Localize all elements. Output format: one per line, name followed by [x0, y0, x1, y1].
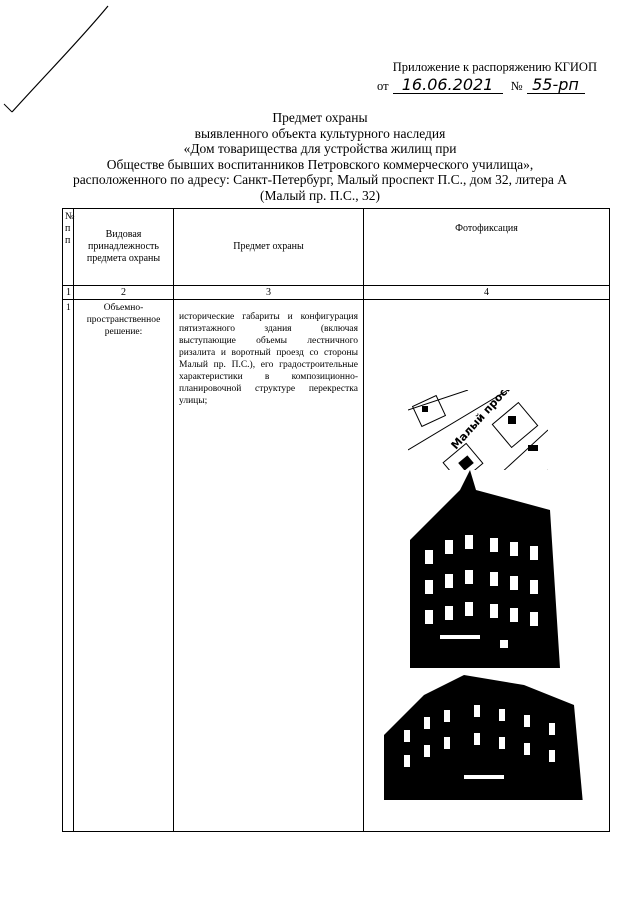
header-num: № п п	[63, 209, 74, 286]
table-row	[63, 300, 610, 832]
title-line-6: (Малый пр. П.С., 32)	[260, 187, 380, 203]
title-line-3: «Дом товарищества для устройства жилищ при	[183, 141, 457, 157]
handwritten-number: 55-рп	[527, 77, 585, 94]
handwritten-date: 16.06.2021	[393, 77, 503, 94]
row-subject: исторические габариты и конфигурация пятиэтажного здания (включая выступающие объемы лестничного ризалита и воротный проезд со стороны Малый пр. П.С.), его градостроительные характеристики в композиционно-планировочной структуре перекрестка улицы;	[174, 300, 364, 832]
title-line-4: Обществе бывших воспитанников Петровского коммерческого училища»,	[106, 156, 534, 172]
appendix-header	[377, 60, 597, 94]
title-line-2: выявленного объекта культурного наследия	[194, 125, 446, 141]
date-prefix: от	[377, 79, 389, 93]
document-title	[60, 110, 580, 204]
header-type: Видовая принадлежность предмета охраны	[74, 209, 174, 286]
title-line-1: Предмет охраны	[272, 110, 368, 125]
header-subject: Предмет охраны	[174, 209, 364, 286]
column-number: 2	[74, 286, 174, 300]
column-number-row	[63, 286, 610, 300]
protection-table	[62, 208, 610, 832]
photo-cell	[364, 300, 610, 832]
column-number: 3	[174, 286, 364, 300]
table-header-row	[63, 209, 610, 286]
column-number: 1	[63, 286, 74, 300]
row-num: 1	[63, 300, 74, 832]
row-type: Объемно-пространственное решение:	[74, 300, 174, 832]
date-line	[377, 77, 597, 94]
title-line-5: расположенного по адресу: Санкт-Петербург, Малый проспект П.С., дом 32, литера А	[72, 172, 568, 188]
column-number: 4	[364, 286, 610, 300]
header-photo: Фотофиксация	[364, 209, 610, 286]
number-prefix: №	[510, 79, 523, 93]
building-photo-corner	[384, 675, 584, 815]
appendix-label: Приложение к распоряжению КГИОП	[392, 60, 597, 74]
building-photo-front	[390, 470, 570, 668]
